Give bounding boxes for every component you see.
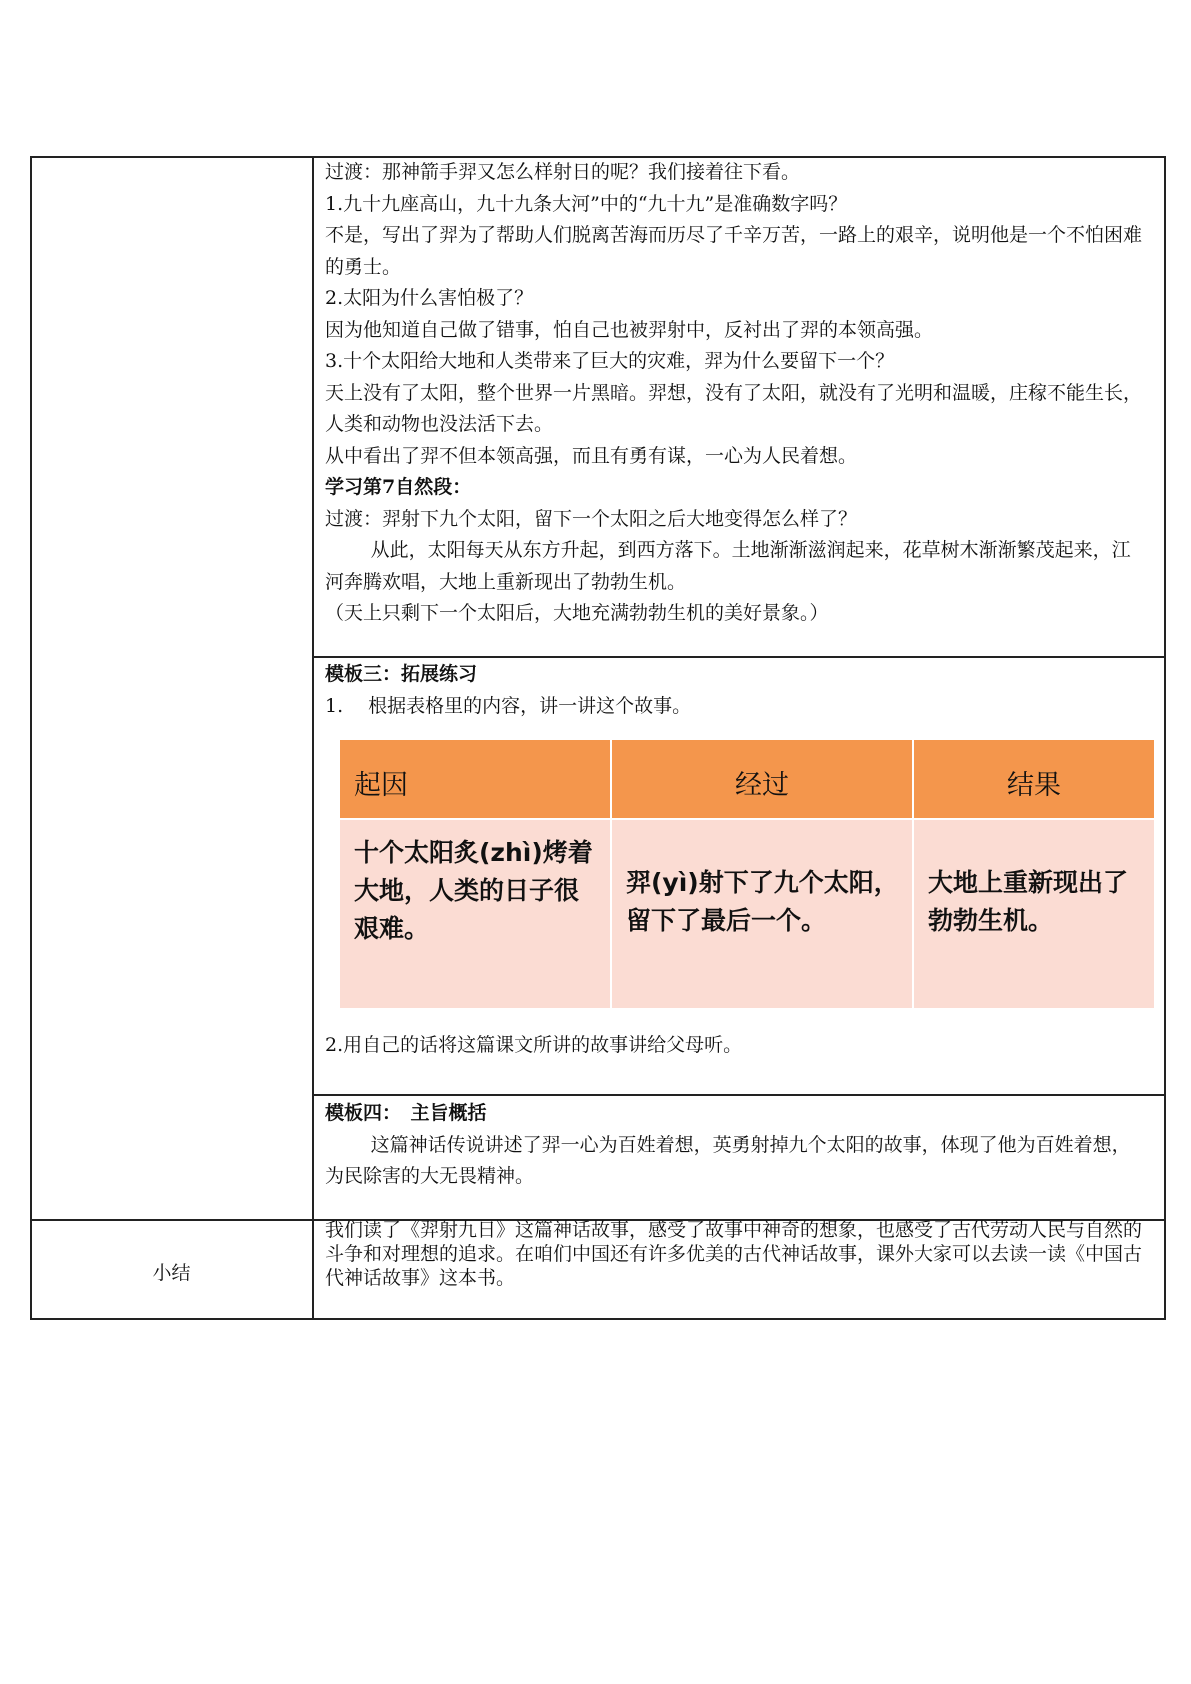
header-result: 结果: [914, 740, 1154, 818]
header-process: 经过: [612, 740, 912, 818]
divider-section-four: [312, 1094, 1165, 1096]
table-border-bottom: [30, 1318, 1166, 1320]
exercise-1: 1. 根据表格里的内容，讲一讲这个故事。: [325, 694, 692, 717]
note-7: （天上只剩下一个太阳后，大地充满勃勃生机的美好景象。）: [325, 602, 829, 624]
answer-1: 不是，写出了羿为了帮助人们脱离苦海而历尽了千辛万苦，一路上的艰辛，说明他是一个不怕困难的勇士。: [325, 224, 1143, 278]
section-four-heading: 模板四： 主旨概括: [325, 1102, 487, 1124]
table-column-divider: [312, 156, 314, 1319]
question-1: 1.九十九座高山，九十九条大河”中的“九十九”是准确数字吗？: [325, 192, 848, 215]
conclusion: 从中看出了羿不但本领高强，而且有勇有谋，一心为人民着想。: [325, 444, 858, 467]
cell-cause: 十个太阳炙(zhì)烤着大地，人类的日子很艰难。: [340, 820, 610, 1008]
answer-3: 天上没有了太阳，整个世界一片黑暗。羿想，没有了太阳，就没有了光明和温暖，庄稼不能生长，人类和动物也没法活下去。: [325, 381, 1143, 435]
quote-7: 从此，太阳每天从东方升起，到西方落下。土地渐渐滋润起来，花草树木渐渐繁茂起来，江河奔腾欢唱，大地上重新现出了勃勃生机。: [325, 539, 1131, 593]
table-border-left: [30, 156, 32, 1319]
section-four: [325, 1098, 1135, 1193]
heading-paragraph-7: 学习第7自然段：: [325, 476, 472, 498]
answer-2: 因为他知道自己做了错事，怕自己也被羿射中，反衬出了羿的本领高强。: [325, 318, 934, 341]
section-four-text: 这篇神话传说讲述了羿一心为百姓着想，英勇射掉九个太阳的故事，体现了他为百姓着想，为民除害的大无畏精神。: [325, 1133, 1131, 1187]
summary-label: 小结: [152, 1262, 191, 1284]
transition-line: 过渡：那神箭手羿又怎么样射日的呢？我们接着往下看。: [325, 161, 801, 183]
header-cause: 起因: [340, 740, 610, 818]
divider-section-three: [312, 656, 1165, 658]
exercise-2: [325, 1030, 1149, 1062]
story-table: [340, 740, 1152, 1008]
section-continue: [325, 157, 1149, 630]
question-3: 3.十个太阳给大地和人类带来了巨大的灾难，羿为什么要留下一个？: [325, 350, 895, 372]
section-three: [325, 659, 1149, 722]
cell-result: 大地上重新现出了勃勃生机。: [914, 820, 1154, 1008]
cell-process: 羿(yì)射下了九个太阳，留下了最后一个。: [612, 820, 912, 1008]
section-three-heading: 模板三：拓展练习: [325, 663, 478, 685]
summary-text: 我们读了《羿射九日》这篇神话故事，感受了故事中神奇的想象，也感受了古代劳动人民与自然的斗争和对理想的追求。在咱们中国还有许多优美的古代神话故事，课外大家可以去读一读《中国古代神话故事》这本书。: [325, 1219, 1143, 1289]
exercise-2-text: 2.用自己的话将这篇课文所讲的故事讲给父母听。: [325, 1034, 743, 1056]
question-2: 2.太阳为什么害怕极了？: [325, 287, 534, 309]
transition-7: 过渡：羿射下九个太阳，留下一个太阳之后大地变得怎么样了？: [325, 507, 858, 530]
table-border-right: [1164, 156, 1166, 1319]
